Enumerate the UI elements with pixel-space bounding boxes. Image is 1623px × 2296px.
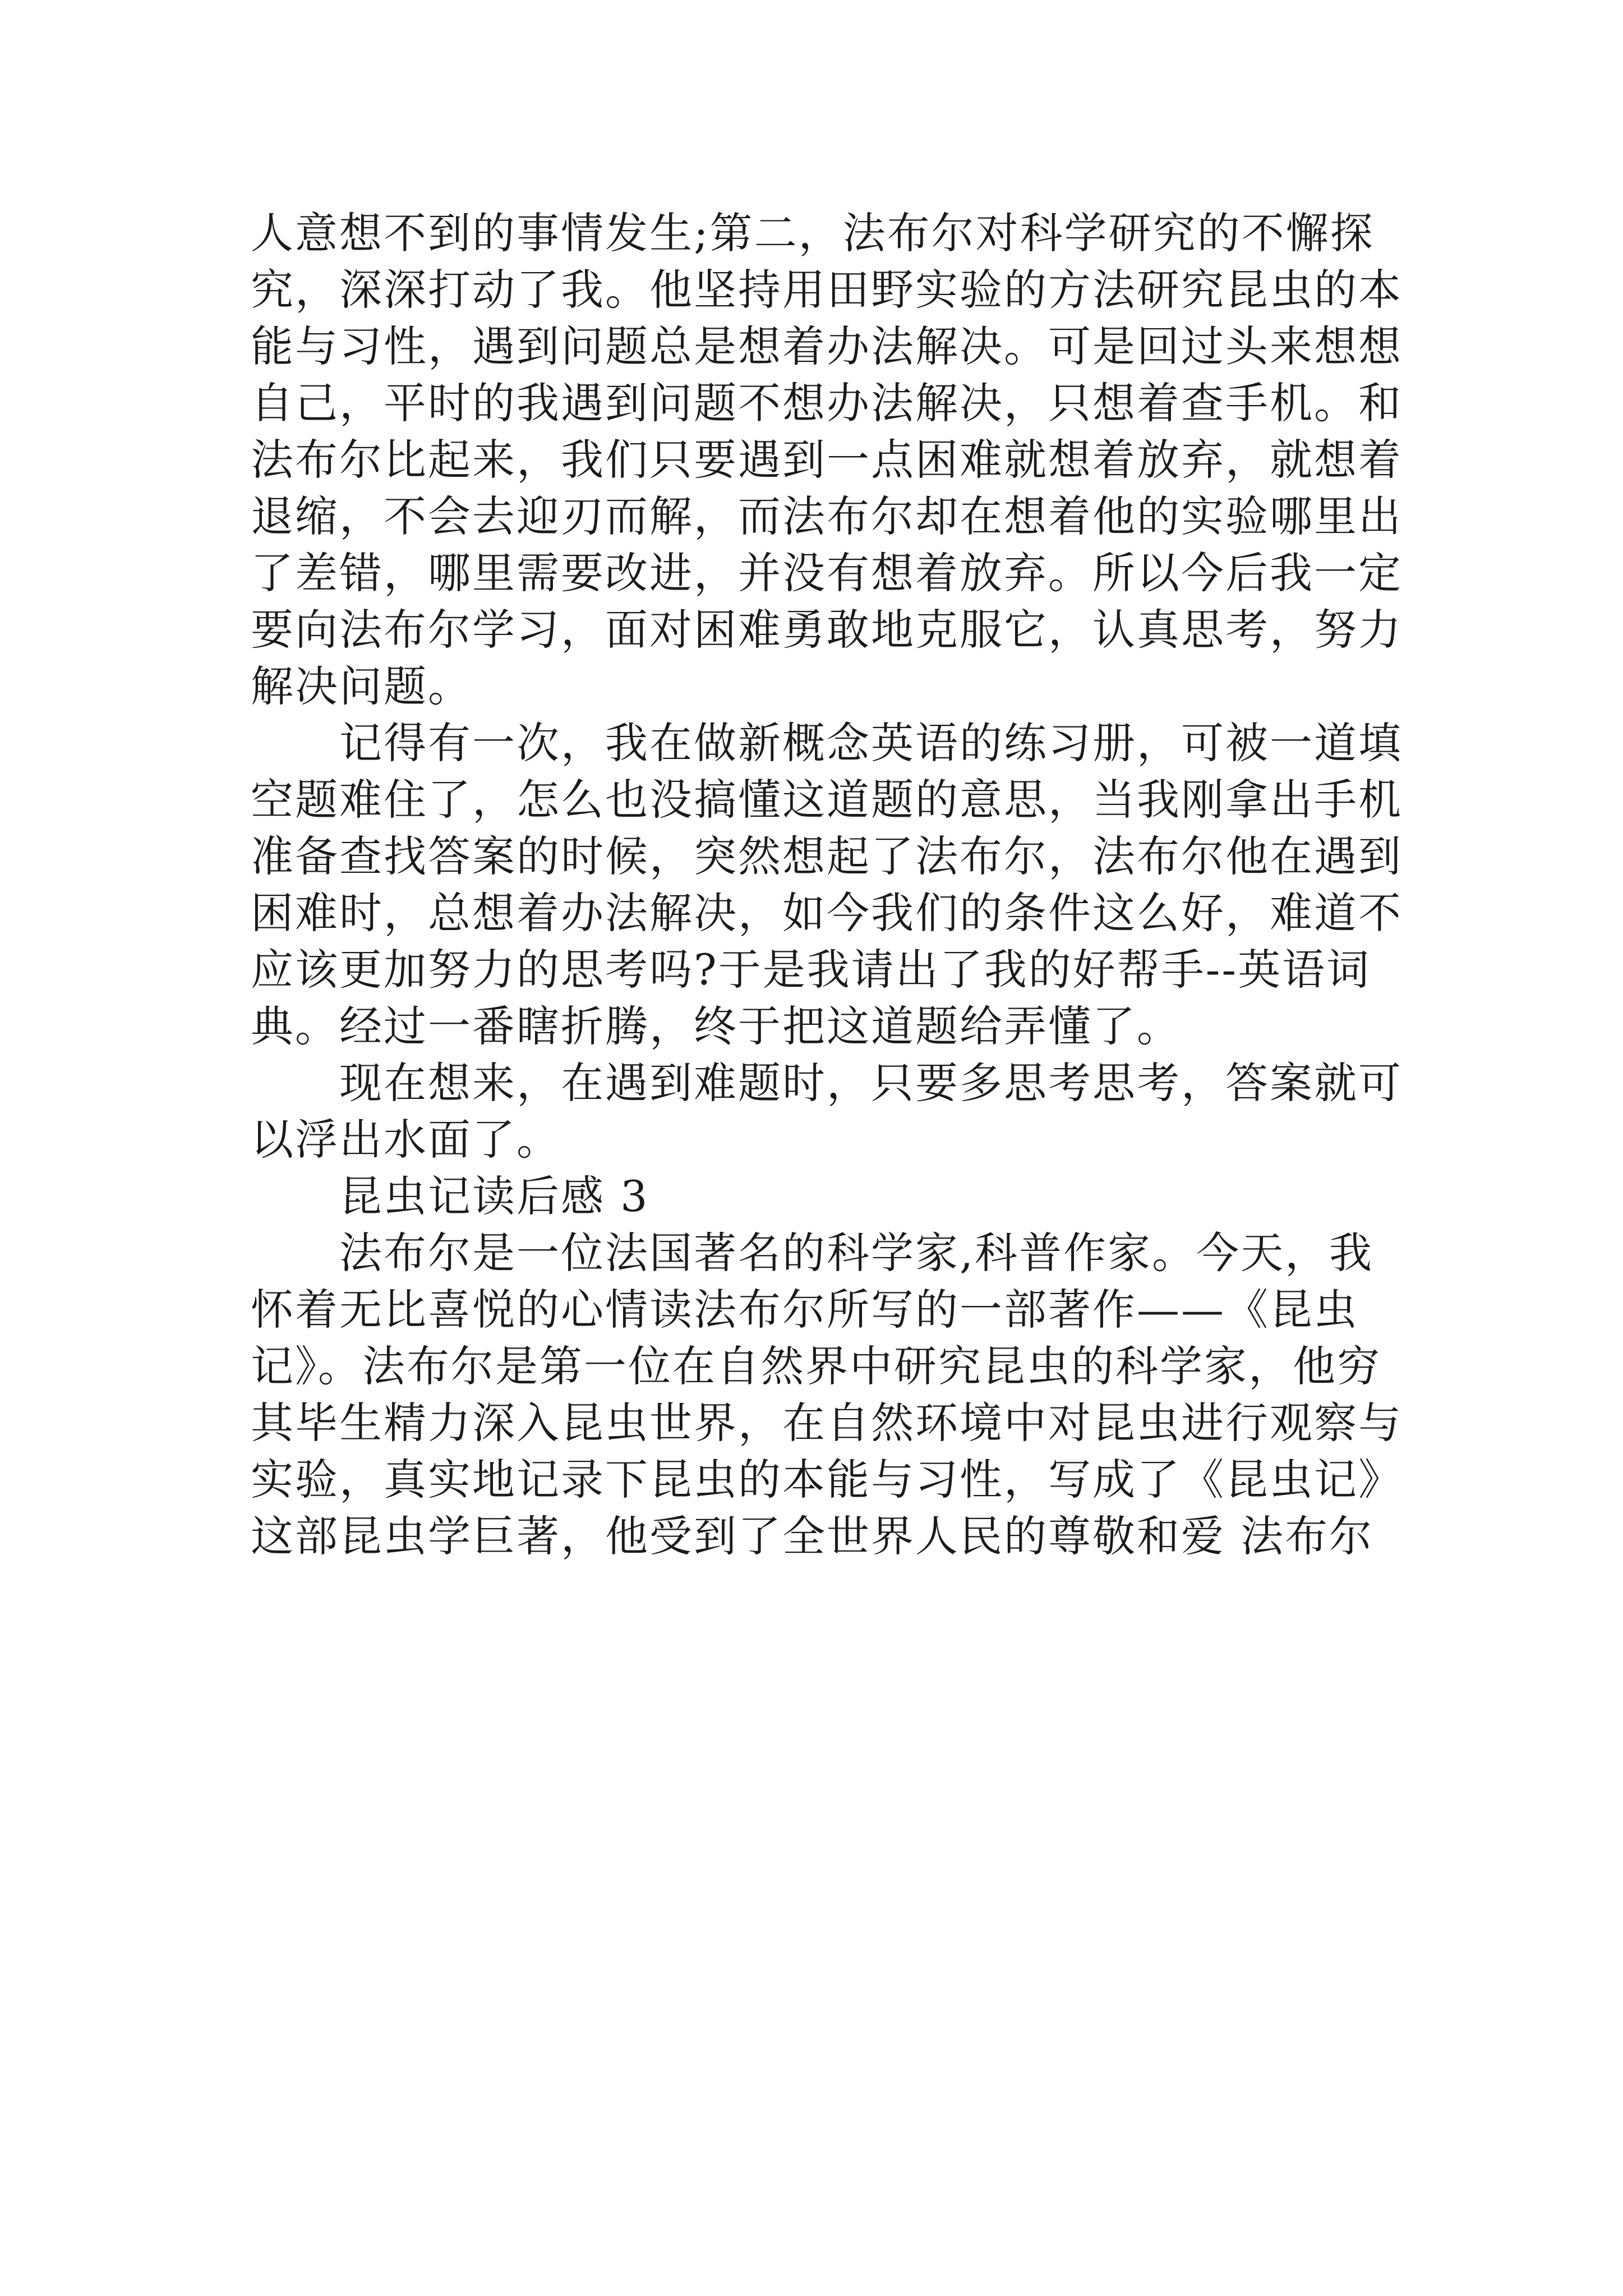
text-line: 典。经过一番瞎折腾，终于把这道题给弄懂了。 [251,1001,1181,1051]
paragraph-start-line: 法布尔是一位法国著名的科学家,科普作家。今天，我 [339,1228,1374,1278]
section-heading: 昆虫记读后感 3 [339,1171,649,1221]
document-body [251,205,1403,1565]
text-line: 了差错，哪里需要改进，并没有想着放弃。所以今后我一定 [251,548,1403,598]
text-line: 怀着无比喜悦的心情读法布尔所写的一部著作——《昆虫 [251,1285,1358,1335]
text-line: 能与习性，遇到问题总是想着办法解决。可是回过头来想想 [251,321,1403,371]
text-line: 记》。法布尔是第一位在自然界中研究昆虫的科学家，他穷 [251,1341,1381,1391]
paragraph-start-line: 现在想来，在遇到难题时，只要多思考思考，答案就可 [339,1058,1403,1108]
text-line: 要向法布尔学习，面对困难勇敢地克服它，认真思考，努力 [251,605,1403,655]
text-line: 法布尔比起来，我们只要遇到一点困难就想着放弃，就想着 [251,435,1403,485]
text-line: 究，深深打动了我。他坚持用田野实验的方法研究昆虫的本 [251,265,1403,315]
text-line: 以浮出水面了。 [251,1115,561,1165]
text-line: 空题难住了，怎么也没搞懂这道题的意思，当我刚拿出手机 [251,775,1403,825]
text-line: 人意想不到的事情发生;第二，法布尔对科学研究的不懈探 [251,208,1375,258]
text-line: 困难时，总想着办法解决，如今我们的条件这么好，难道不 [251,888,1403,938]
text-line: 解决问题。 [251,661,472,711]
text-line: 自己，平时的我遇到问题不想办法解决，只想着查手机。和 [251,378,1403,428]
text-line: 退缩，不会去迎刃而解，而法布尔却在想着他的实验哪里出 [251,491,1403,541]
text-line: 实验，真实地记录下昆虫的本能与习性，写成了《昆虫记》 [251,1455,1403,1504]
text-line: 其毕生精力深入昆虫世界，在自然环境中对昆虫进行观察与 [251,1398,1403,1448]
text-line: 应该更加努力的思考吗?于是我请出了我的好帮手--英语词 [251,945,1371,995]
paragraph-start-line: 记得有一次，我在做新概念英语的练习册，可被一道填 [339,718,1403,768]
text-line: 这部昆虫学巨著，他受到了全世界人民的尊敬和爱 法布尔 [251,1511,1374,1561]
text-line: 准备查找答案的时候，突然想起了法布尔，法布尔他在遇到 [251,831,1403,881]
